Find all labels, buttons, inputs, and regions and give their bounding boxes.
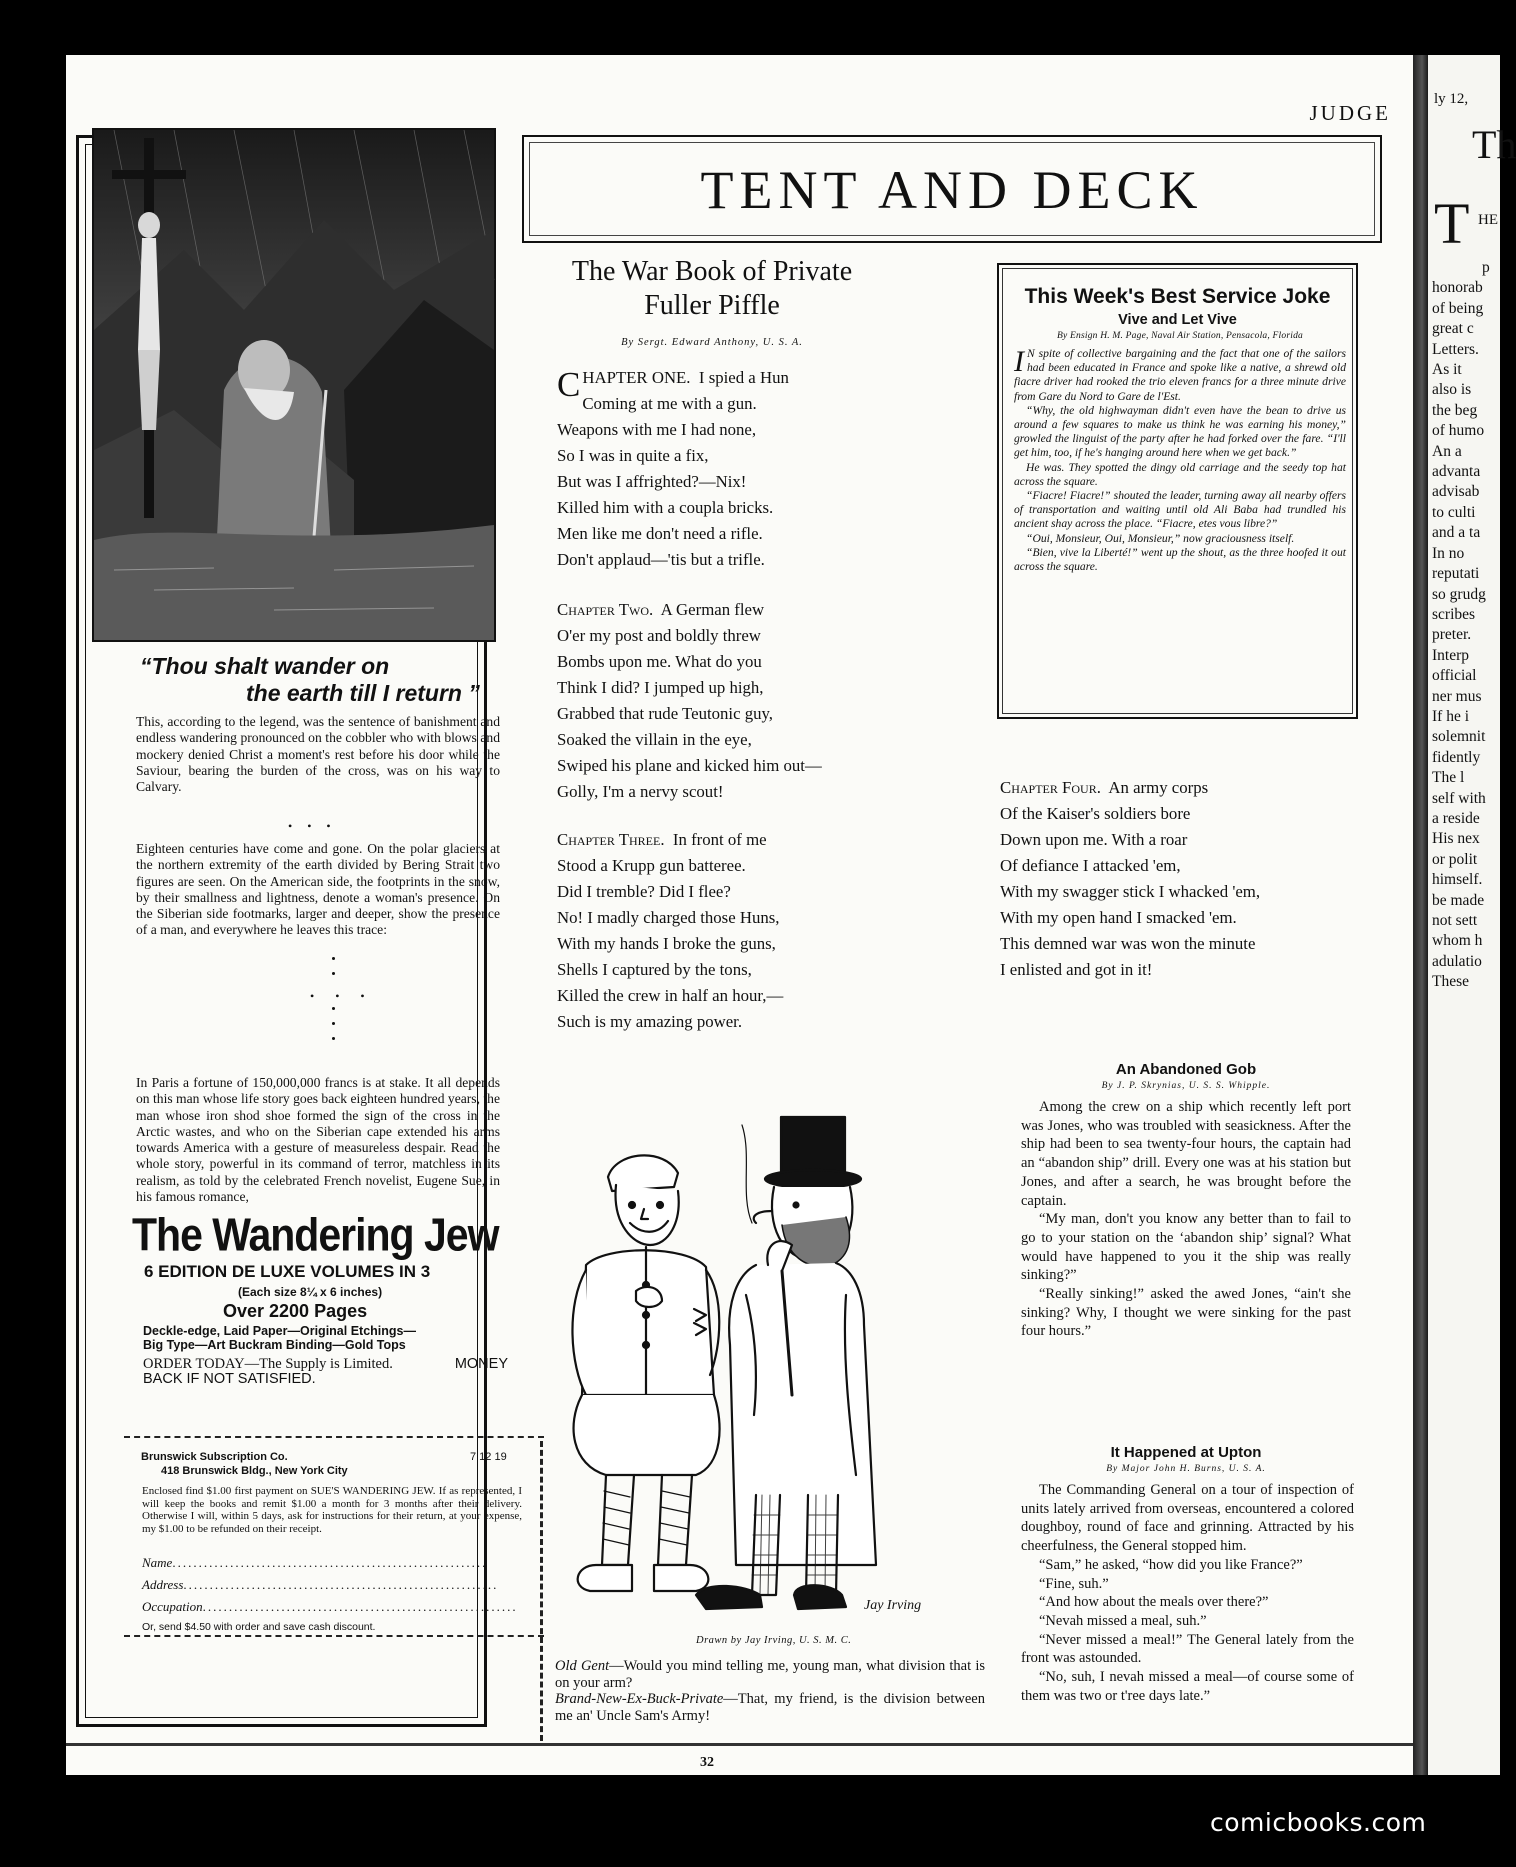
adjacent-line: fidently xyxy=(1432,748,1481,766)
poem-byline: By Sergt. Edward Anthony, U. S. A. xyxy=(621,337,803,348)
adjacent-line: also is xyxy=(1432,381,1472,399)
adjacent-line: and a ta xyxy=(1432,524,1481,542)
magazine-page xyxy=(66,55,1413,1775)
binding-gutter xyxy=(1413,55,1428,1775)
adjacent-line: be made xyxy=(1432,891,1485,909)
adjacent-line: advisab xyxy=(1432,483,1480,501)
running-head: JUDGE xyxy=(1309,101,1391,125)
adjacent-line: or polit xyxy=(1432,850,1478,868)
adjacent-line: not sett xyxy=(1432,912,1478,929)
ad-headline-line-1: “Thou shalt wander on xyxy=(140,653,390,679)
wandering-jew-illustration xyxy=(92,128,496,642)
volume-size: (Each size 8¼ x 6 inches) xyxy=(238,1285,383,1299)
adjacent-line: p xyxy=(1482,259,1490,276)
adjacent-line: As it xyxy=(1432,361,1462,379)
edition-line: 6 EDITION DE LUXE VOLUMES IN 3 xyxy=(144,1262,431,1281)
dropcap: C xyxy=(557,365,581,404)
coupon-address-field[interactable]: Address............................................................ xyxy=(142,1577,499,1592)
coupon-cash-discount: Or, send $4.50 with order and save cash discount. xyxy=(142,1621,376,1633)
site-watermark: comicbooks.com xyxy=(1210,1808,1427,1837)
joke-heading: This Week's Best Service Joke xyxy=(1024,285,1331,308)
cartoon-signature: Jay Irving xyxy=(864,1598,922,1613)
cross-footprint-arms: • • • xyxy=(310,989,374,1003)
adjacent-first-line: HE xyxy=(1478,212,1498,228)
book-specs xyxy=(143,1324,503,1352)
dropcap: I xyxy=(1014,345,1024,378)
adjacent-line: If he i xyxy=(1432,707,1470,725)
ad-paragraph-legend: This, according to the legend, was the sentence of banishment and endless wandering pronounced on the cobbler who with blows and mockery denied Christ a moment's rest before his door while the Saviour, bearing the burden of the cross, was on his way to Calvary. xyxy=(136,714,500,795)
section-banner xyxy=(522,135,1382,243)
adjacent-line: solemnit xyxy=(1432,728,1486,746)
order-today: ORDER TODAY—The Supply is Limited. xyxy=(143,1356,393,1372)
poem-chapter-three: Chapter Three. In front of me Stood a Krupp gun batteree. Did I tremble? Did I flee? No! I madly charged those Huns, With my hands I broke the guns, Shells I captured by the tons, Killed the crew in half an hour,— Such is my amazing power. xyxy=(557,830,784,1031)
section-title: TENT AND DECK xyxy=(700,160,1204,220)
cross-footprint-dots xyxy=(332,957,336,987)
adjacent-line: Letters. xyxy=(1432,340,1479,358)
story-happened-at-upton: The Commanding General on a tour of inspection of units lately arrived from overseas, encountered a colored doughboy, round of face and grinning. Attracted by his cheerfulness, the General stopped him. “Sam,” he asked, “how did you like France?” “Fine, suh.” “And how about the meals over there?” “Nevah missed a meal, suh.” “Never missed a meal!” The General lately from the front was astounded. “No, suh, I nevah missed a meal—of course some of them was two or t'ree days late.” xyxy=(1021,1482,1354,1704)
coupon-bottom-rule xyxy=(124,1635,544,1637)
adjacent-title: Th xyxy=(1472,122,1516,167)
adjacent-dropcap: T xyxy=(1434,191,1470,256)
adjacent-line: advanta xyxy=(1432,463,1481,481)
story-byline: By Major John H. Burns, U. S. A. xyxy=(1106,1464,1266,1474)
adjacent-text xyxy=(1432,258,1490,993)
address-label: Address xyxy=(142,1577,184,1592)
adjacent-page-fragment xyxy=(1428,55,1516,1775)
adjacent-line: His nex xyxy=(1432,830,1480,848)
joke-text: I N spite of collective bargaining and the fact that one of the sailors had been educated in France and spoke like a native, a shrewd old fiacre driver had rooked the trio eleven francs for a three minute drive from Gare du Nord to Gare de l'Est. “Why, the old highwayman didn't even have the bean to drive us around a few squares to make us think he was earning his money,” growled the linguist of the party after he had forked over the fare. “I'll get him, too, if he's hanging around here when we get back.” He was. They spotted the dingy old carriage and the seedy top hat across the square. “Fiacre! Fiacre!” shouted the leader, turning away all nearby offers of transportation and waiting until old Ali Baba had trundled his ancient shay across the place. “Fiacre, etes vous libre?” “Oui, Monsieur, Oui, Monsieur,” now graciousness itself. “Bien, vive la Liberté!” went up the shout, as the three hoofed it out across the square. xyxy=(1014,345,1346,574)
coupon-date: 7 12 19 xyxy=(470,1451,507,1463)
adjacent-line: adulatio xyxy=(1432,952,1482,970)
spec-line-2: Big Type—Art Buckram Binding—Gold Tops xyxy=(143,1338,406,1352)
story-byline: By J. P. Skrynias, U. S. S. Whipple. xyxy=(1101,1081,1271,1091)
spec-line-1: Deckle-edge, Laid Paper—Original Etchings— xyxy=(143,1324,416,1338)
adjacent-line: An a xyxy=(1432,442,1462,460)
adjacent-line: reputati xyxy=(1432,565,1480,583)
adjacent-line: scribes xyxy=(1432,605,1476,623)
adjacent-line: a reside xyxy=(1432,809,1480,827)
chapter-label: HAPTER ONE. xyxy=(582,368,691,387)
cartoon-illustration xyxy=(546,1095,976,1645)
footer-rule xyxy=(66,1743,1413,1746)
adjacent-line: so grudg xyxy=(1432,585,1486,603)
adjacent-line: preter. xyxy=(1432,626,1472,644)
adjacent-line: whom h xyxy=(1432,932,1483,950)
ad-headline xyxy=(140,653,500,707)
adjacent-line: official xyxy=(1432,667,1477,685)
adjacent-line: ner mus xyxy=(1432,687,1482,705)
poem-title: The War Book of Private Fuller Piffle xyxy=(571,256,853,321)
poem-chapter-two: Chapter Two. A German flew O'er my post and boldly threw Bombs upon me. What do you Think I did? I jumped up high, Grabbed that rude Teutonic guy, Soaked the villain in the eye, Swiped his plane and kicked him out— Golly, I'm a nervy scout! xyxy=(557,600,822,801)
adjacent-line: the beg xyxy=(1432,401,1478,419)
adjacent-line: honorab xyxy=(1432,279,1483,297)
coupon-terms: Enclosed find $1.00 first payment on SUE'S WANDERING JEW. If as represented, I will keep the books and remit $1.00 a month for 3 months after their delivery. Otherwise I will, within 5 days, ask for instructions for their return, at your expense, my $1.00 to be refunded on their receipt. xyxy=(142,1485,522,1535)
page-number: 32 xyxy=(700,1755,714,1770)
adjacent-line: The l xyxy=(1432,769,1465,787)
chapter-label: Chapter Four. xyxy=(1000,778,1101,797)
money-back: MONEY xyxy=(454,1356,508,1372)
cartoon-caption: Old Gent—Would you mind telling me, young man, what division that is on your arm? Brand-New-Ex-Buck-Private—That, my friend, is the division between me an' Uncle Sam's Army! xyxy=(555,1658,986,1724)
joke-byline: By Ensign H. M. Page, Naval Air Station, Pensacola, Florida xyxy=(1057,331,1303,341)
speaker-private: Brand-New-Ex-Buck-Private xyxy=(555,1691,724,1707)
cartoon-credit: Drawn by Jay Irving, U. S. M. C. xyxy=(696,1635,852,1646)
chapter-label: Chapter Two. xyxy=(557,600,654,619)
poem-chapter-four: Chapter Four. An army corps Of the Kaiser's soldiers bore Down upon me. With a roar Of defiance I attacked 'em, With my swagger stick I whacked 'em, With my open hand I smacked 'em. This demned war was won the minute I enlisted and got in it! xyxy=(1000,778,1261,979)
adjacent-line: himself. xyxy=(1432,871,1483,889)
story-title: An Abandoned Gob xyxy=(1115,1061,1257,1078)
coupon-address: 418 Brunswick Bldg., New York City xyxy=(161,1465,348,1477)
adjacent-line: great c xyxy=(1432,320,1474,338)
ad-separator: • • • xyxy=(288,819,337,833)
ad-paragraph-glaciers: Eighteen centuries have come and gone. On the polar glaciers at the northern extremity of the earth divided by Bering Strait two figures are seen. On the American side, the footprints in the snow, by their smallness and lightness, denote a woman's presence. On the Siberian side footmarks, larger and deeper, show the presence of a man, and everywhere he leaves this trace: xyxy=(136,841,500,938)
order-notice xyxy=(143,1357,518,1387)
occupation-label: Occupation xyxy=(142,1599,203,1614)
adjacent-date: ly 12, xyxy=(1434,91,1469,107)
adjacent-line: These xyxy=(1432,973,1470,991)
joke-title: Vive and Let Vive xyxy=(1118,312,1237,328)
adjacent-line: self with xyxy=(1432,789,1486,807)
poem-chapter-one: C HAPTER ONE. I spied a Hun Coming at me with a gun. Weapons with me I had none, So I was in quite a fix, But was I affrighted?—Nix! Killed him with a coupla bricks. Men like me don't need a rifle. Don't applaud—'tis but a trifle. xyxy=(557,365,789,569)
ad-paragraph-paris: In Paris a fortune of 150,000,000 francs is at stake. It all depends on this man whose life story goes back eighteen hundred years, the man whose iron shod shoe formed the sign of the cross in the Arctic wastes, and who on the Siberian cape extended his arms towards America with a gesture of measureless despair. Read the whole story, powerful in its command of terror, matchless in its realism, as told by the celebrated French novelist, Eugene Sue, in his famous romance, xyxy=(136,1075,500,1205)
adjacent-line: In no xyxy=(1432,544,1465,562)
name-label: Name xyxy=(142,1555,173,1570)
chapter-label: Chapter Three. xyxy=(557,830,665,849)
coupon-name-field[interactable]: Name............................................................ xyxy=(142,1555,488,1570)
adjacent-line: to culti xyxy=(1432,503,1476,521)
adjacent-line: of humo xyxy=(1432,422,1485,440)
speaker-old-gent: Old Gent xyxy=(555,1658,610,1674)
cross-footprint-dots-lower xyxy=(332,1007,336,1052)
book-title: The Wandering Jew xyxy=(132,1209,499,1261)
adjacent-line: Interp xyxy=(1432,646,1470,664)
story-title: It Happened at Upton xyxy=(1110,1444,1262,1461)
coupon-occupation-field[interactable]: Occupation............................................................ xyxy=(142,1599,518,1614)
coupon-company: Brunswick Subscription Co. xyxy=(141,1451,288,1463)
adjacent-line: of being xyxy=(1432,299,1484,317)
back-if-not-satisfied: BACK IF NOT SATISFIED. xyxy=(143,1371,316,1387)
ad-headline-line-2: the earth till I return ” xyxy=(246,680,480,706)
story-abandoned-gob: Among the crew on a ship which recently left port was Jones, who was troubled with seasickness. After the ship had been to sea twenty-four hours, the captain had an “abandon ship” drill. Every one was at his station but Jones, and after a search, he was brought before the captain. “My man, don't you know any better than to fail to go to your station on the ‘abandon ship’ signal? What would have happened to you it the ship was really sinking?” “Really sinking!” asked the awed Jones, “ain't she sinking? Why, I thought we were sinking for the past four hours.” xyxy=(1021,1099,1351,1340)
page-count: Over 2200 Pages xyxy=(223,1301,368,1321)
